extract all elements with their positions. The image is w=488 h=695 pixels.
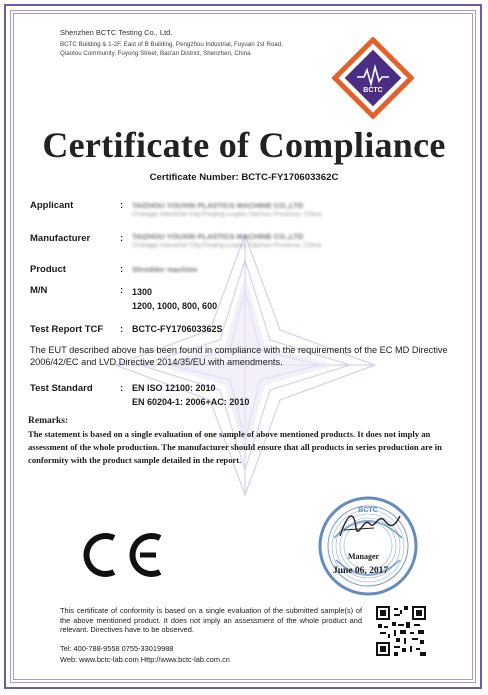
mn-label: M/N: [30, 285, 48, 296]
product-label: Product: [30, 264, 66, 275]
handwritten-signature: [334, 506, 406, 546]
test-report-colon: :: [120, 324, 124, 335]
mn-colon: :: [120, 285, 124, 296]
applicant-name: TAIZHOU YOUXIN PLASTICS MACHINE CO.,LTD: [132, 201, 304, 210]
test-report-value: BCTC-FY170603362S: [132, 324, 223, 334]
product-colon: :: [120, 264, 124, 275]
issuer-address-line2: Qiaotou Community, Fuyong Street, Bao'an District, Shenzhen, China: [60, 50, 251, 57]
test-standard-line2: EN 60204-1: 2006+AC: 2010: [132, 397, 250, 407]
footer-disclaimer: This certificate of conformity is based on a single evaluation of the submitted sample(s) of the above mentioned product. It does not imply an assessment of the whole product and relevant. Directives have to be observed.: [60, 606, 362, 635]
applicant-address: Changqi Industrial City,Fenjing,Luqiao,Taizhou Province, China: [132, 211, 322, 218]
test-standard-line1: EN ISO 12100: 2010: [132, 383, 216, 393]
signatory-title: Manager: [348, 552, 380, 561]
product-value: Shredder machine: [132, 265, 198, 274]
manufacturer-label: Manufacturer: [30, 233, 91, 244]
certificate-title: Certificate of Compliance: [42, 125, 446, 165]
manufacturer-colon: :: [120, 233, 124, 244]
test-standard-colon: :: [120, 383, 124, 394]
applicant-colon: :: [120, 200, 124, 211]
remarks-title: Remarks:: [28, 416, 69, 426]
compliance-statement: The EUT described above has been found in compliance with the requirements of the EC MD Directive 2006/42/EC and LVD Directive 2014/35/EU with amendments.: [30, 345, 448, 367]
test-report-label: Test Report TCF: [30, 324, 104, 335]
mn-line2: 1200, 1000, 800, 600: [132, 301, 218, 311]
issuer-address-line1: BCTC Building & 1-2F, East of B Building, Pengzhou Industrial, Fuyuan 1st Road,: [60, 41, 283, 48]
bctc-logo: [332, 37, 414, 119]
issuer-company: Shenzhen BCTC Testing Co., Ltd.: [60, 28, 173, 37]
manufacturer-address: Changqi Industrial City,Fenjing,Luqiao,Taizhou Province, China: [132, 242, 322, 249]
manufacturer-name: TAIZHOU YOUXIN PLASTICS MACHINE CO.,LTD: [132, 232, 304, 241]
mn-line1: 1300: [132, 287, 153, 297]
certificate-number: Certificate Number: BCTC-FY170603362C: [149, 172, 339, 183]
qr-code-icon: [376, 606, 426, 656]
remarks-text: The statement is based on a single evaluation of one sample of above mentioned products. It does not imply an assessment of the whole production. The manufacturer should ensure that all products in series production are in conformity with the product sample detailed in the report.: [28, 429, 442, 465]
issuer-address: [60, 40, 330, 58]
test-standard-label: Test Standard: [30, 383, 93, 394]
seal-logo-text: BCTC: [358, 507, 378, 514]
ce-mark-icon: [70, 530, 170, 580]
logo-text: BCTC: [363, 87, 383, 94]
applicant-label: Applicant: [30, 200, 74, 211]
footer-tel: Tel: 400-788-9558 0755-33019988: [60, 644, 174, 653]
signature-date: June 06, 2017: [333, 566, 389, 576]
footer-web: Web: www.bctc-lab.com Http://www.bctc-lab.com.cn: [60, 655, 230, 664]
